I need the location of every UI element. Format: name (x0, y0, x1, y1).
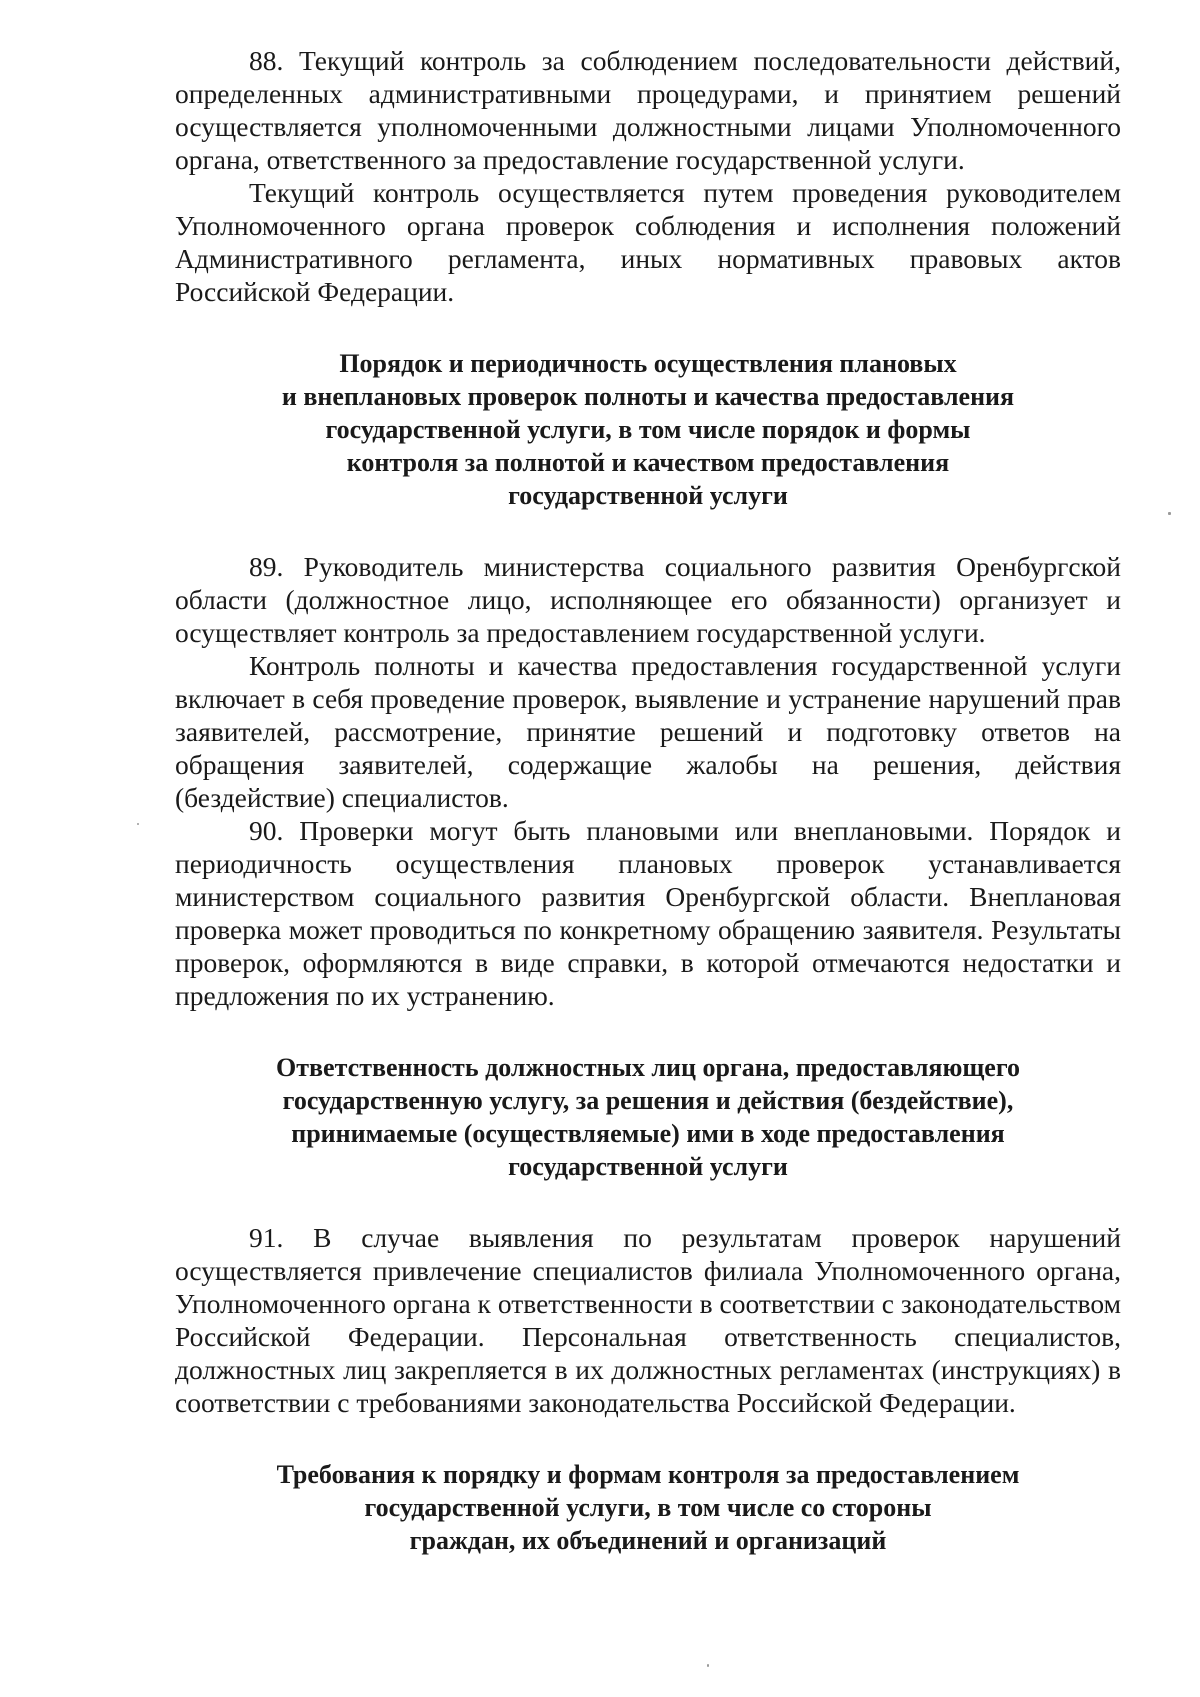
heading-line: контроля за полнотой и качеством предоставления (346, 448, 950, 477)
heading-line: государственной услуги (508, 481, 788, 510)
paragraph-control-scope: Контроль полноты и качества предоставления государственной услуги включает в себя проведение проверок, выявление и устранение нарушений прав заявителей, рассмотрение, принятие решений и подготовку ответов на обращения заявителей, содержащие жалобы на решения, действия (бездействие) специалистов. (175, 650, 1121, 813)
section-control-requirements (175, 1458, 1121, 1557)
heading-line: Ответственность должностных лиц органа, предоставляющего (276, 1053, 1020, 1082)
scan-speck (1168, 512, 1171, 515)
spacer (175, 1012, 1121, 1051)
paragraph-current-control-method: Текущий контроль осуществляется путем проведения руководителем Уполномоченного органа проверок соблюдения и исполнения положений Административного регламента, иных нормативных правовых актов Российской Федерации. (175, 177, 1121, 307)
document-body (175, 44, 1121, 1557)
heading-line: принимаемые (осуществляемые) ими в ходе предоставления (291, 1119, 1005, 1148)
heading-line: государственной услуги, в том числе со стороны (364, 1493, 932, 1522)
heading-line: граждан, их объединений и организаций (409, 1526, 887, 1555)
heading-line: государственной услуги, в том числе порядок и формы (325, 415, 971, 444)
heading-line: Требования к порядку и формам контроля за предоставлением (276, 1460, 1020, 1489)
heading-line: государственную услугу, за решения и действия (бездействие), (282, 1086, 1014, 1115)
heading-line: Порядок и периодичность осуществления плановых (339, 349, 957, 378)
scan-speck (707, 1664, 709, 1667)
spacer (175, 1183, 1121, 1221)
section-heading-inspections (175, 347, 1121, 512)
heading-line: государственной услуги (508, 1152, 788, 1181)
scan-speck (137, 823, 139, 825)
paragraph-90: 90. Проверки могут быть плановыми или внеплановыми. Порядок и периодичность осуществления плановых проверок устанавливается министерством социального развития Оренбургской области. Внеплановая проверка может проводиться по конкретному обращению заявителя. Результаты проверок, оформляются в виде справки, в которой отмечаются недостатки и предложения по их устранению. (175, 815, 1121, 1011)
paragraph-88: 88. Текущий контроль за соблюдением последовательности действий, определенных административными процедурами, и принятием решений осуществляется уполномоченными должностными лицами Уполномоченного органа, ответственного за предоставление государственной услуги. (175, 45, 1121, 175)
paragraph-91: 91. В случае выявления по результатам проверок нарушений осуществляется привлечение специалистов филиала Уполномоченного органа, Уполномоченного органа к ответственности в соответствии с законодательством Российской Федерации. Персональная ответственность специалистов, должностных лиц закрепляется в их должностных регламентах (инструкциях) в соответствии с требованиями законодательства Российской Федерации. (175, 1222, 1121, 1418)
section-responsibility (175, 1051, 1121, 1419)
section-current-control (175, 44, 1121, 308)
section-heading-control-requirements (175, 1458, 1121, 1557)
paragraph-89: 89. Руководитель министерства социального развития Оренбургской области (должностное лицо, исполняющее его обязанности) организует и осуществляет контроль за предоставлением государственной услуги. (175, 551, 1121, 648)
spacer (175, 512, 1121, 550)
section-inspections (175, 347, 1121, 1012)
section-heading-responsibility (175, 1051, 1121, 1183)
spacer (175, 1419, 1121, 1458)
heading-line: и внеплановых проверок полноты и качества предоставления (281, 382, 1015, 411)
spacer (175, 308, 1121, 347)
